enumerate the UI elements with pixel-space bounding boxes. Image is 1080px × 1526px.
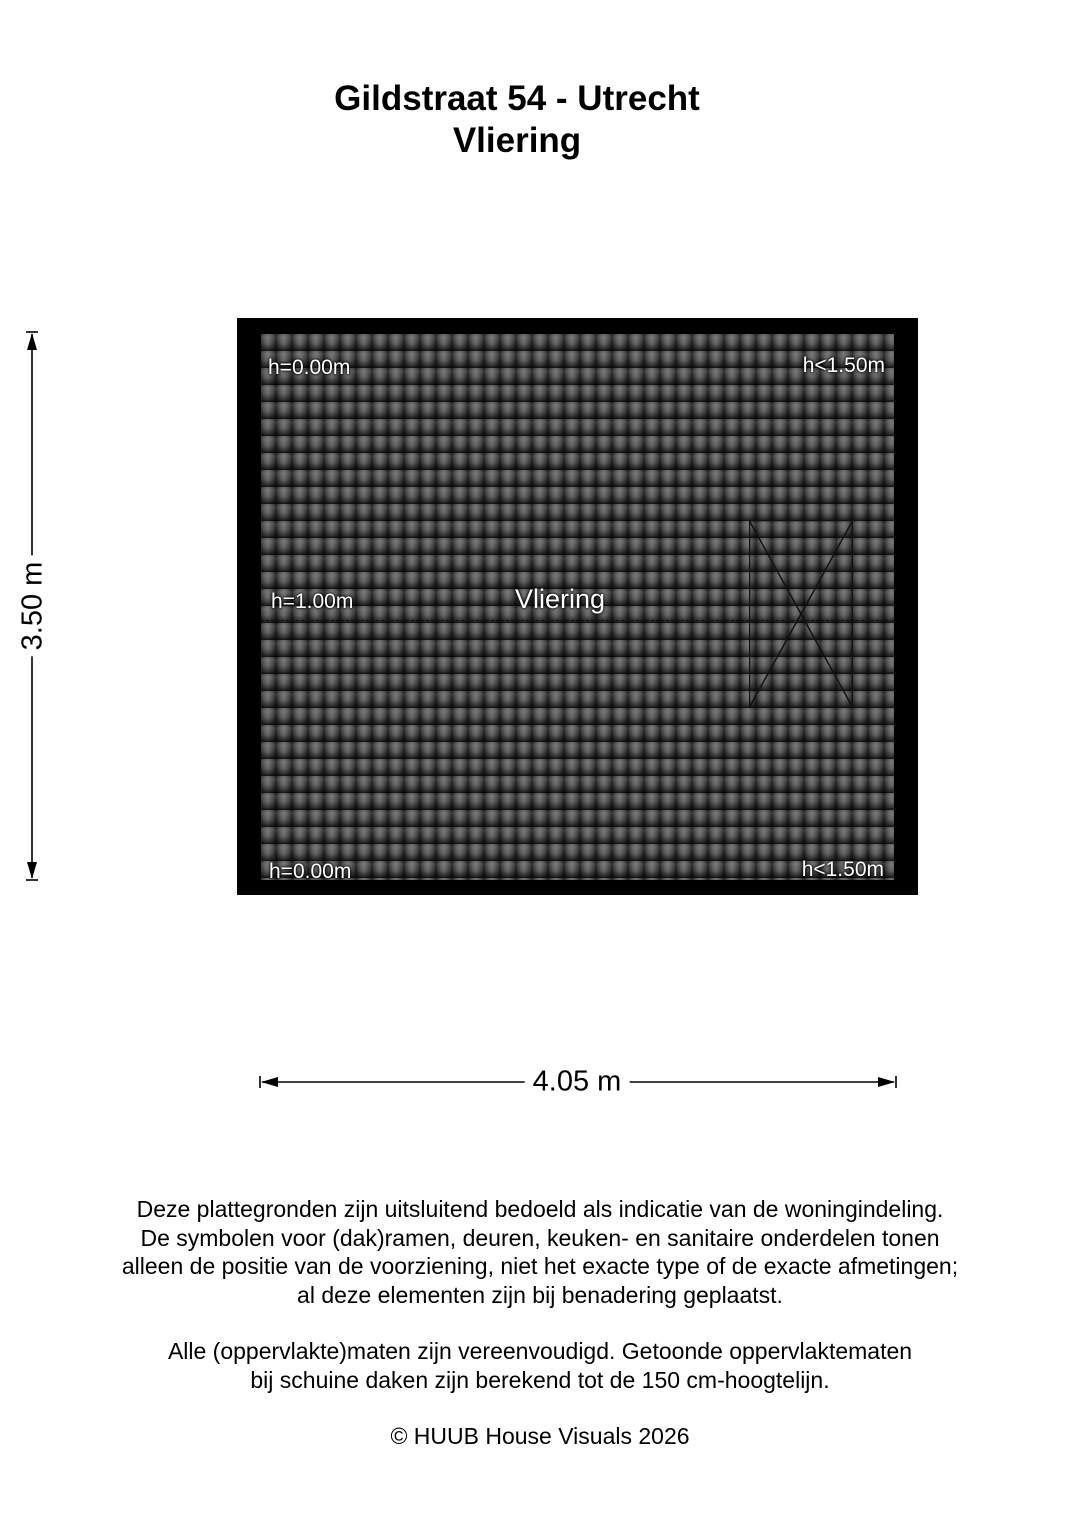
plan-title-floor: Vliering	[452, 121, 582, 160]
disclaimer-line: al deze elementen zijn bij benadering geplaatst.	[297, 1281, 783, 1308]
disclaimer-line: bij schuine daken zijn berekend tot de 150 cm-hoogtelijn.	[250, 1366, 830, 1393]
copyright: © HUUB House Visuals 2026	[390, 1423, 690, 1449]
height-label-middle-left: h=1.00m	[271, 590, 354, 613]
floor-plan	[237, 318, 918, 895]
plan-title-address: Gildstraat 54 - Utrecht	[334, 79, 700, 118]
height-label-bottom-left: h=0.00m	[269, 860, 352, 880]
roof-area	[261, 334, 894, 880]
disclaimer-line: Deze plattegronden zijn uitsluitend bedoeld als indicatie van de woningindeling.	[136, 1196, 944, 1222]
disclaimer-line: alleen de positie van de voorziening, niet het exacte type of de exacte afmetingen;	[121, 1253, 959, 1279]
disclaimer	[0, 1195, 1080, 1451]
height-label-top-right: h<1.50m	[802, 354, 885, 377]
roof-hatch-symbol	[749, 520, 853, 708]
room-label: Vliering	[515, 584, 606, 614]
disclaimer-line: De symbolen voor (dak)ramen, deuren, keuken- en sanitaire onderdelen tonen	[140, 1224, 940, 1251]
height-label-bottom-right: h<1.50m	[801, 858, 884, 880]
dimension-height-label: 3.50 m	[17, 556, 50, 657]
disclaimer-line: Alle (oppervlakte)maten zijn vereenvoudigd. Getoonde oppervlaktematen	[167, 1338, 913, 1364]
height-label-top-left: h=0.00m	[268, 356, 351, 379]
dimension-width-label: 4.05 m	[525, 1066, 630, 1099]
